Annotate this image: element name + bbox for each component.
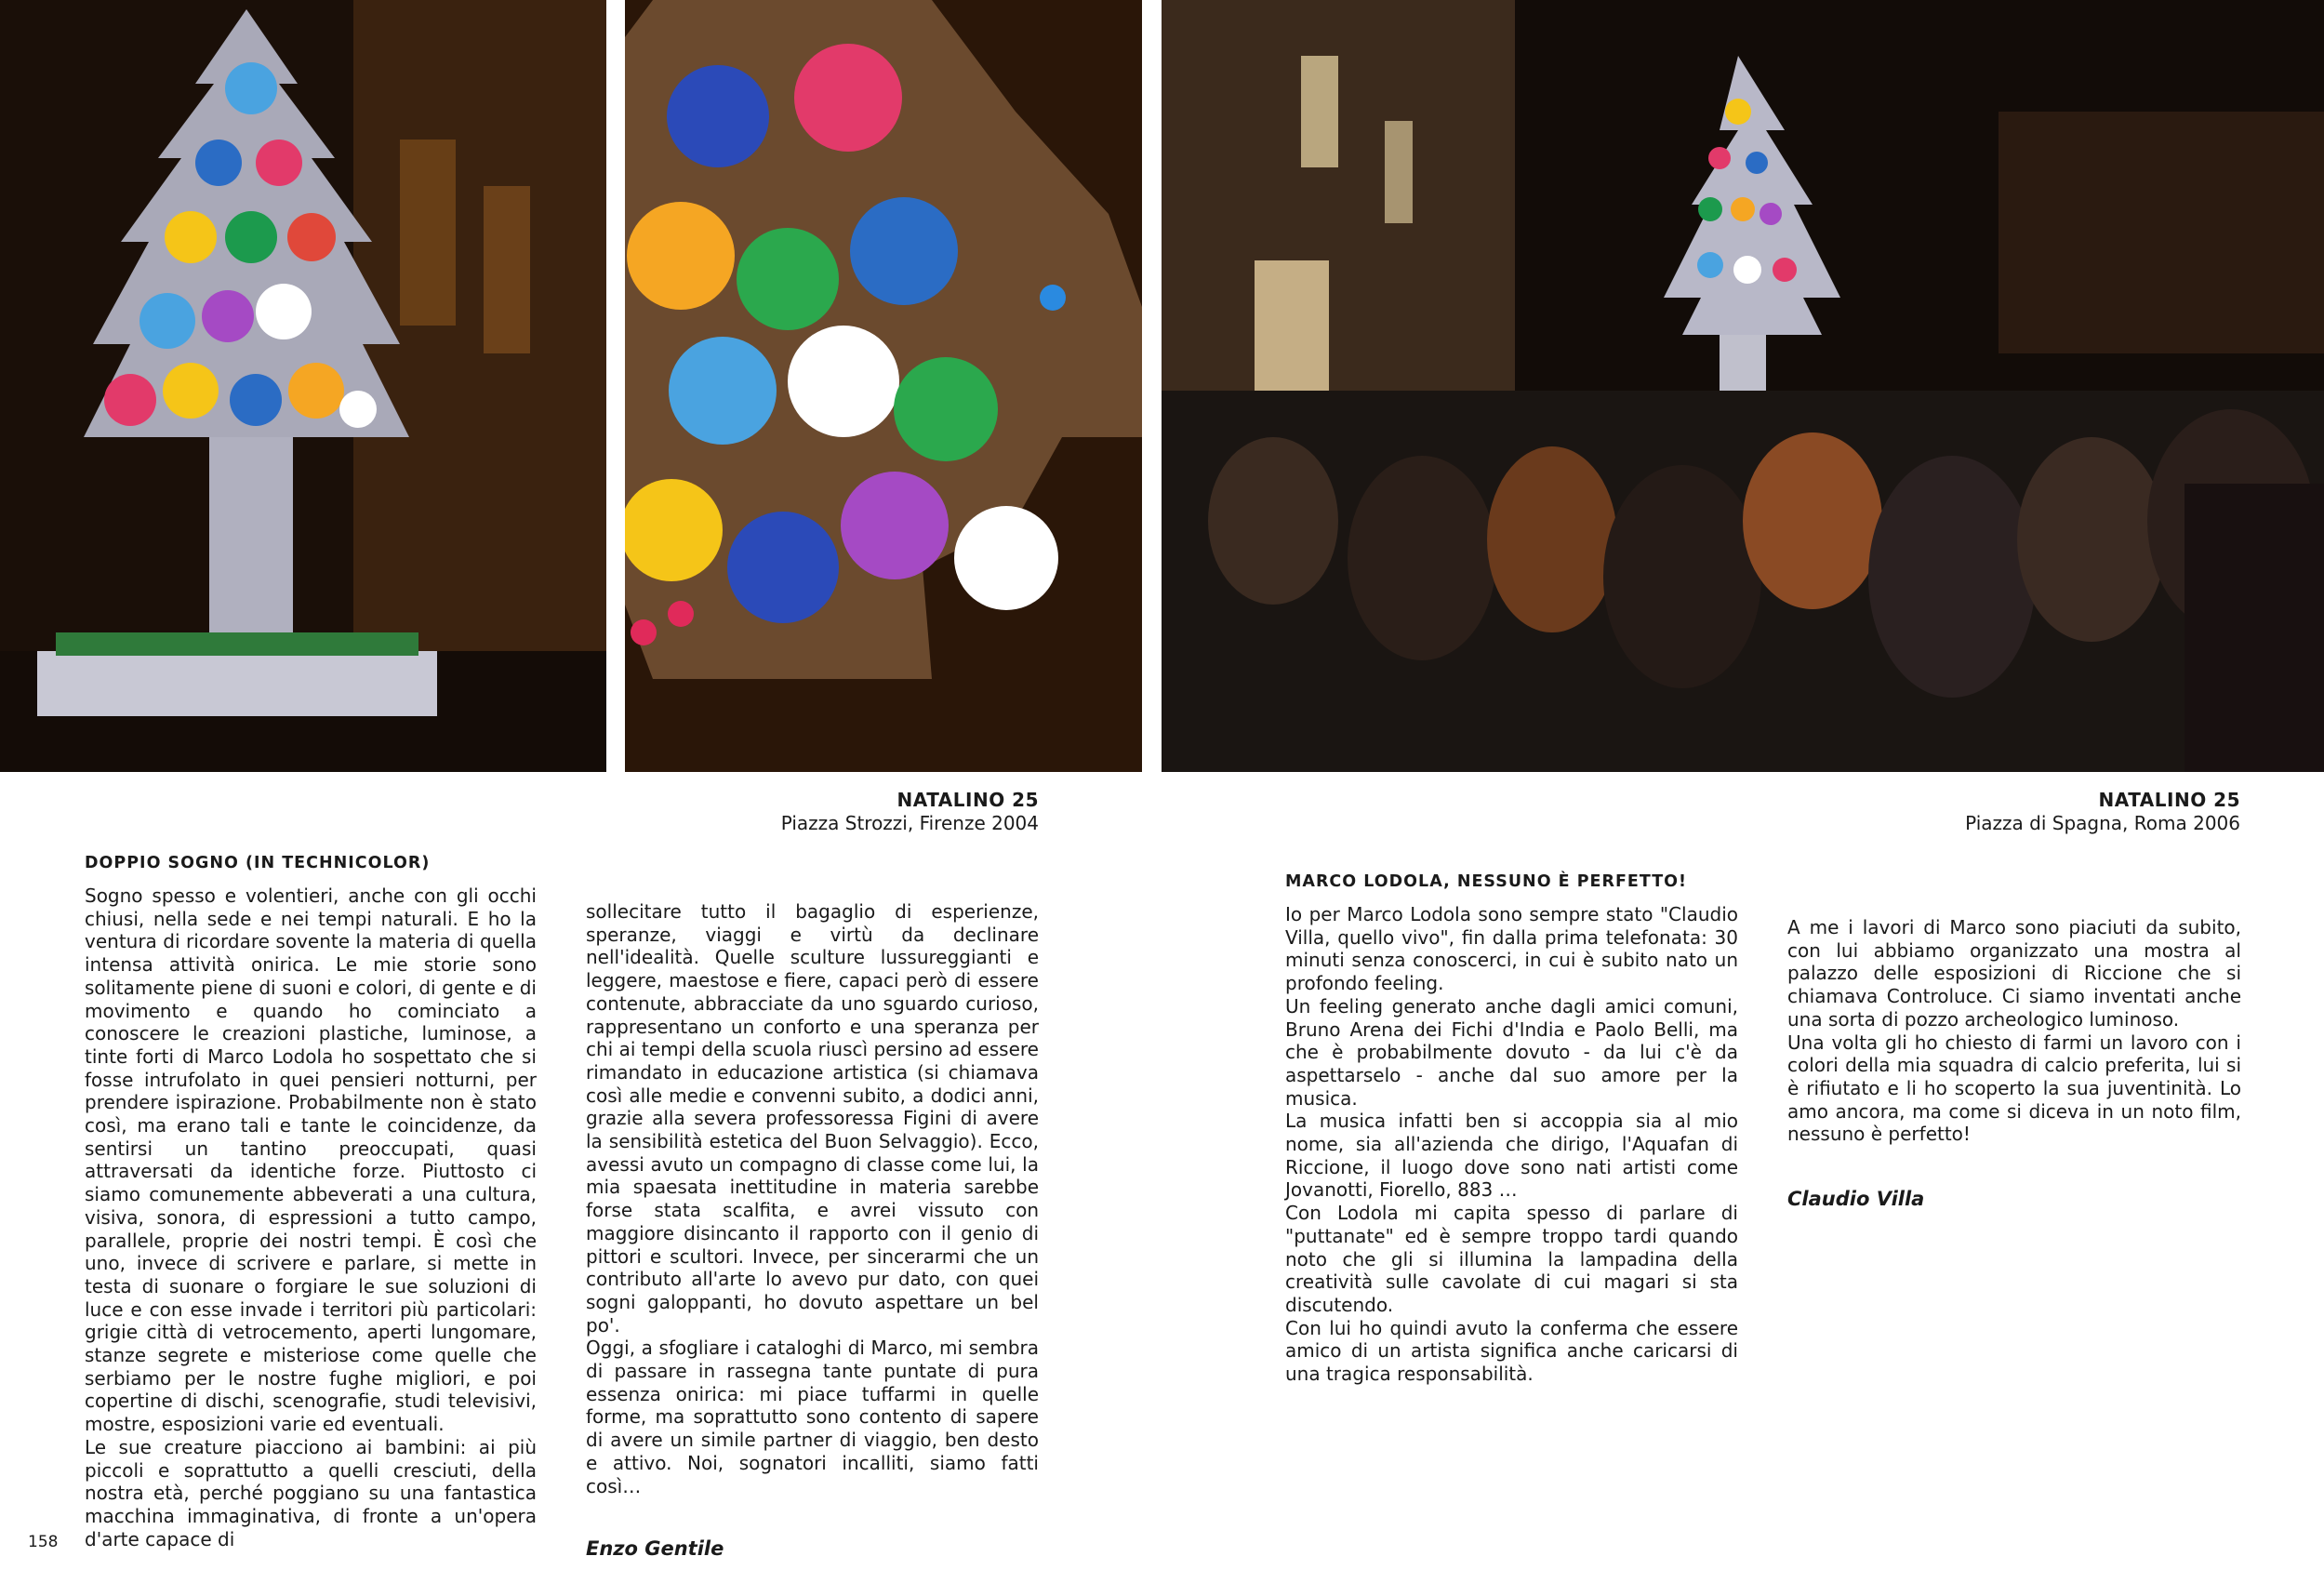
signature: Claudio Villa xyxy=(1787,1188,1925,1211)
caption-place: Piazza Strozzi, Firenze 2004 xyxy=(780,812,1039,834)
article-heading: MARCO LODOLA, NESSUNO È PERFETTO! xyxy=(1285,872,1688,891)
signature: Enzo Gentile xyxy=(586,1537,724,1561)
article2-column-2 xyxy=(1787,916,2241,1211)
paragraph: Le sue creature piacciono ai bambini: ai più piccoli e soprattutto a quelli cresciuti, della nostra età, perché poggiano su una fantastica macchina immaginativa, di fronte a un'opera d'arte capace di xyxy=(85,1435,537,1550)
paragraph: La musica infatti ben si accoppia sia al mio nome, sia all'azienda che dirigo, l'Aquafan di Riccione, il luogo dove sono nati artisti come Jovanotti, Fiorello, 883 … xyxy=(1285,1110,1738,1202)
caption-place: Piazza di Spagna, Roma 2006 xyxy=(1965,812,2240,834)
paragraph: Sogno spesso e volentieri, anche con gli occhi chiusi, nella sede e nei tempi naturali. E ho la ventura di ricordare sovente la materia di quella intensa attività onirica. Le mie storie sono solitamente piene di suoni e colori, di gente e di movimento e quando ho cominciato a conoscere le creazioni plastiche, luminose, a tinte forti di Marco Lodola ho sospettato che si fosse intrufolato in quei pensieri notturni, per prendere ispirazione. Probabilmente non è stato così, ma erano tali e tante le coincidenze, da sentirsi un tantino preoccupati, quasi attraversati da identiche forze. Piuttosto ci siamo comunemente abbeverati a una cultura, visiva, sonora, di espressioni a tutto campo, parallele, proprie dei nostri tempi. È così che uno, invece di scrivere e parlare, si mette in testa di suonare o forgiare le sue soluzioni di luce e con esse invade i territori più particolari: grigie città di vetrocemento, aperti lungomare, stanze segrete e misteriose come quelle che serbiamo per le nostre fughe migliori, e poi copertine di dischi, scenografie, studi televisivi, mostre, esposizioni varie ed eventuali. xyxy=(85,885,537,1436)
paragraph: Con lui ho quindi avuto la conferma che essere amico di un artista significa anche caricarsi di una tragica responsabilità. xyxy=(1285,1316,1738,1386)
article-heading: DOPPIO SOGNO (IN TECHNICOLOR) xyxy=(85,854,431,872)
caption-title: NATALINO 25 xyxy=(896,789,1039,811)
photo-tree-closeup xyxy=(625,0,1142,772)
paragraph: Un feeling generato anche dagli amici comuni, Bruno Arena dei Fichi d'India e Paolo Belli, ma che è probabilmente dovuto - da lui c'è da aspettarselo - anche dal suo amore per la musica. xyxy=(1285,994,1738,1110)
caption-title: NATALINO 25 xyxy=(2098,789,2240,811)
paragraph: A me i lavori di Marco sono piaciuti da subito, con lui abbiamo organizzato una mostra al palazzo delle esposizioni di Riccione che si chiamava Controluce. Ci siamo inventati anche una sorta di pozzo archeologico luminoso. xyxy=(1787,916,2241,1031)
article1-column-2 xyxy=(586,900,1039,1561)
paragraph: Oggi, a sfogliare i cataloghi di Marco, mi sembra di passare in rassegna tante puntate di pura essenza onirica: mi piace tuffarmi in quelle forme, ma soprattutto sono contento di sapere di avere un simile partner di viaggio, ben desto e attivo. Noi, sognatori incalliti, siamo fatti così… xyxy=(586,1337,1039,1497)
article2-column-1 xyxy=(1285,903,1738,1386)
paragraph: Io per Marco Lodola sono sempre stato "Claudio Villa, quello vivo", fin dalla prima telefonata: 30 minuti senza conoscerci, in cui è subito nato un profondo feeling. xyxy=(1285,903,1738,995)
paragraph: Con Lodola mi capita spesso di parlare di "puttanate" ed è sempre troppo tardi quando noto che gli si illumina la lampadina della creatività sulle cavolate di cui magari si sta discutendo. xyxy=(1285,1202,1738,1316)
caption-spagna xyxy=(1965,789,2240,835)
caption-strozzi xyxy=(781,789,1039,835)
paragraph: sollecitare tutto il bagaglio di esperienze, speranze, viaggi e virtù da declinare nell'idealità. Quelle sculture lussureggianti e leggere, maestose e fiere, capaci però di essere contenute, abbracciate da uno sguardo curioso, rappresentano un conforto e una speranza per chi ai tempi della scuola riuscì persino ad essere rimandato in educazione artistica (si chiamava così alle medie e convenni subito, a dodici anni, grazie alla severa professoressa Figini di avere la sensibilità estetica del Buon Selvaggio). Ecco, avessi avuto un compagno di classe come lui, la mia spaesata inettitudine in materia sarebbe forse stata scalfita, e avrei vissuto con maggiore disincanto il rapporto con il genio di pittori e scultori. Invece, per sincerarmi che un contributo all'arte lo avevo pur dato, con quei sogni galoppanti, ho dovuto aspettare un bel po'. xyxy=(586,900,1039,1337)
paragraph: Una volta gli ho chiesto di farmi un lavoro con i colori della mia squadra di calcio preferita, lui si è rifiutato e li ho scoperto la sua juventinità. Lo amo ancora, ma come si diceva in un noto film, nessuno è perfetto! xyxy=(1787,1031,2241,1146)
photo-crowd-spagna xyxy=(1162,0,2324,772)
article1-column-1 xyxy=(85,885,537,1550)
page-number: 158 xyxy=(28,1533,59,1551)
photo-tree-strozzi xyxy=(0,0,606,772)
